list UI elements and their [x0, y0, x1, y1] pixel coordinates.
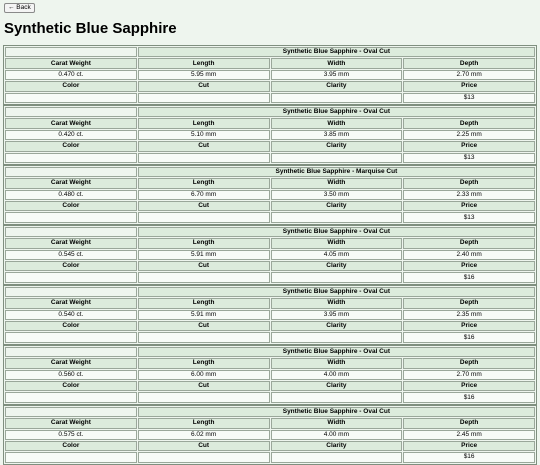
spec-value — [271, 272, 403, 282]
product-table — [3, 165, 537, 225]
column-header: Carat Weight — [5, 418, 137, 428]
spec-value: $13 — [403, 212, 535, 222]
value-row — [5, 332, 535, 342]
column-header: Width — [271, 238, 403, 248]
header-row — [5, 238, 535, 248]
product-table — [3, 45, 537, 105]
spec-value — [5, 392, 137, 402]
spec-value: 4.00 mm — [271, 430, 403, 440]
column-header: Color — [5, 441, 137, 451]
column-header: Width — [271, 118, 403, 128]
column-header: Color — [5, 141, 137, 151]
header-row — [5, 321, 535, 331]
spec-value — [138, 93, 270, 103]
spec-value: 3.95 mm — [271, 310, 403, 320]
header-row — [5, 261, 535, 271]
spec-value: 0.560 ct. — [5, 370, 137, 380]
column-header: Depth — [403, 418, 535, 428]
spec-value — [5, 452, 137, 462]
column-header: Clarity — [271, 441, 403, 451]
column-header: Cut — [138, 201, 270, 211]
column-header: Price — [403, 261, 535, 271]
product-name: Synthetic Blue Sapphire - Oval Cut — [138, 287, 535, 297]
header-row — [5, 178, 535, 188]
column-header: Depth — [403, 58, 535, 68]
spec-value: 2.45 mm — [403, 430, 535, 440]
spec-value: $16 — [403, 272, 535, 282]
spec-value — [138, 212, 270, 222]
spec-value — [138, 452, 270, 462]
spec-value: 0.420 ct. — [5, 130, 137, 140]
spec-value: 6.00 mm — [138, 370, 270, 380]
spec-value: 6.02 mm — [138, 430, 270, 440]
column-header: Clarity — [271, 381, 403, 391]
header-row — [5, 118, 535, 128]
column-header: Price — [403, 381, 535, 391]
column-header: Price — [403, 321, 535, 331]
spec-value — [271, 212, 403, 222]
column-header: Carat Weight — [5, 298, 137, 308]
spec-value — [271, 452, 403, 462]
spec-value — [271, 392, 403, 402]
product-title-row — [5, 407, 535, 417]
title-spacer — [5, 107, 137, 117]
product-title-row — [5, 347, 535, 357]
column-header: Cut — [138, 321, 270, 331]
column-header: Cut — [138, 381, 270, 391]
spec-value: $16 — [403, 392, 535, 402]
spec-value: 2.70 mm — [403, 70, 535, 80]
header-row — [5, 81, 535, 91]
spec-value: 3.85 mm — [271, 130, 403, 140]
product-title-row — [5, 167, 535, 177]
spec-value: 5.10 mm — [138, 130, 270, 140]
column-header: Carat Weight — [5, 238, 137, 248]
spec-value: $16 — [403, 332, 535, 342]
spec-value: $13 — [403, 93, 535, 103]
column-header: Price — [403, 441, 535, 451]
column-header: Clarity — [271, 81, 403, 91]
header-row — [5, 358, 535, 368]
product-title-row — [5, 107, 535, 117]
product-table — [3, 345, 537, 405]
value-row — [5, 153, 535, 163]
value-row — [5, 452, 535, 462]
spec-value: 3.95 mm — [271, 70, 403, 80]
product-listing — [3, 45, 537, 465]
column-header: Depth — [403, 358, 535, 368]
spec-value: 0.470 ct. — [5, 70, 137, 80]
spec-value: 2.40 mm — [403, 250, 535, 260]
spec-value: 2.70 mm — [403, 370, 535, 380]
column-header: Carat Weight — [5, 118, 137, 128]
spec-value — [5, 212, 137, 222]
spec-value: 4.05 mm — [271, 250, 403, 260]
value-row — [5, 212, 535, 222]
column-header: Cut — [138, 441, 270, 451]
title-spacer — [5, 347, 137, 357]
spec-value — [271, 332, 403, 342]
header-row — [5, 58, 535, 68]
spec-value: 2.25 mm — [403, 130, 535, 140]
header-row — [5, 201, 535, 211]
column-header: Carat Weight — [5, 358, 137, 368]
column-header: Length — [138, 238, 270, 248]
title-spacer — [5, 407, 137, 417]
product-table — [3, 105, 537, 165]
spec-value: 0.575 ct. — [5, 430, 137, 440]
column-header: Color — [5, 201, 137, 211]
value-row — [5, 430, 535, 440]
product-name: Synthetic Blue Sapphire - Marquise Cut — [138, 167, 535, 177]
spec-value: 4.00 mm — [271, 370, 403, 380]
spec-value: $16 — [403, 452, 535, 462]
spec-value: 6.70 mm — [138, 190, 270, 200]
column-header: Color — [5, 381, 137, 391]
product-table — [3, 405, 537, 465]
spec-value: 0.540 ct. — [5, 310, 137, 320]
spec-value: 2.33 mm — [403, 190, 535, 200]
spec-value — [138, 272, 270, 282]
column-header: Depth — [403, 238, 535, 248]
value-row — [5, 392, 535, 402]
product-table — [3, 285, 537, 345]
value-row — [5, 310, 535, 320]
column-header: Length — [138, 118, 270, 128]
column-header: Cut — [138, 261, 270, 271]
column-header: Length — [138, 358, 270, 368]
header-row — [5, 418, 535, 428]
column-header: Width — [271, 58, 403, 68]
product-title-row — [5, 287, 535, 297]
column-header: Length — [138, 58, 270, 68]
value-row — [5, 370, 535, 380]
spec-value: 5.95 mm — [138, 70, 270, 80]
back-button[interactable]: ← Back — [4, 3, 35, 13]
spec-value: 3.50 mm — [271, 190, 403, 200]
column-header: Width — [271, 358, 403, 368]
product-name: Synthetic Blue Sapphire - Oval Cut — [138, 227, 535, 237]
spec-value: 5.91 mm — [138, 250, 270, 260]
column-header: Price — [403, 81, 535, 91]
spec-value: $13 — [403, 153, 535, 163]
column-header: Depth — [403, 298, 535, 308]
spec-value: 0.480 ct. — [5, 190, 137, 200]
product-table — [3, 225, 537, 285]
column-header: Width — [271, 418, 403, 428]
title-spacer — [5, 167, 137, 177]
column-header: Length — [138, 418, 270, 428]
column-header: Clarity — [271, 321, 403, 331]
spec-value: 2.35 mm — [403, 310, 535, 320]
spec-value — [271, 153, 403, 163]
spec-value: 5.91 mm — [138, 310, 270, 320]
column-header: Price — [403, 141, 535, 151]
value-row — [5, 250, 535, 260]
column-header: Length — [138, 178, 270, 188]
column-header: Depth — [403, 178, 535, 188]
spec-value — [5, 272, 137, 282]
spec-value — [5, 93, 137, 103]
column-header: Price — [403, 201, 535, 211]
spec-value — [5, 153, 137, 163]
product-name: Synthetic Blue Sapphire - Oval Cut — [138, 347, 535, 357]
column-header: Width — [271, 178, 403, 188]
spec-value — [138, 332, 270, 342]
value-row — [5, 272, 535, 282]
column-header: Clarity — [271, 261, 403, 271]
column-header: Color — [5, 81, 137, 91]
column-header: Length — [138, 298, 270, 308]
spec-value — [138, 153, 270, 163]
header-row — [5, 441, 535, 451]
spec-value — [138, 392, 270, 402]
spec-value — [271, 93, 403, 103]
column-header: Clarity — [271, 141, 403, 151]
page-title: Synthetic Blue Sapphire — [4, 20, 177, 37]
product-title-row — [5, 227, 535, 237]
header-row — [5, 141, 535, 151]
column-header: Cut — [138, 141, 270, 151]
title-spacer — [5, 287, 137, 297]
column-header: Color — [5, 321, 137, 331]
value-row — [5, 70, 535, 80]
column-header: Width — [271, 298, 403, 308]
spec-value — [5, 332, 137, 342]
value-row — [5, 190, 535, 200]
header-row — [5, 298, 535, 308]
product-title-row — [5, 47, 535, 57]
column-header: Color — [5, 261, 137, 271]
product-name: Synthetic Blue Sapphire - Oval Cut — [138, 407, 535, 417]
column-header: Cut — [138, 81, 270, 91]
header-row — [5, 381, 535, 391]
product-name: Synthetic Blue Sapphire - Oval Cut — [138, 47, 535, 57]
spec-value: 0.545 ct. — [5, 250, 137, 260]
value-row — [5, 93, 535, 103]
product-name: Synthetic Blue Sapphire - Oval Cut — [138, 107, 535, 117]
column-header: Carat Weight — [5, 58, 137, 68]
title-spacer — [5, 227, 137, 237]
column-header: Depth — [403, 118, 535, 128]
column-header: Carat Weight — [5, 178, 137, 188]
title-spacer — [5, 47, 137, 57]
column-header: Clarity — [271, 201, 403, 211]
value-row — [5, 130, 535, 140]
